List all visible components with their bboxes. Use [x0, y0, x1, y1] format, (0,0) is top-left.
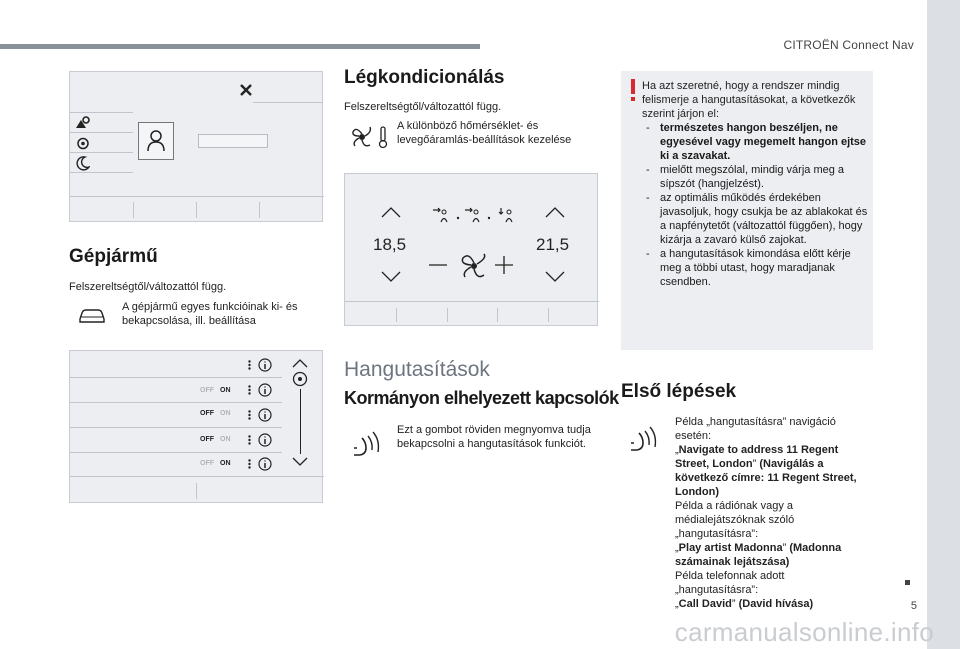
top-bar [0, 44, 480, 49]
fs-line2: Példa a rádiónak vagy a médialejátszóknak szóló „hangutasításra”: [675, 500, 795, 540]
toggle-list-illustration [69, 350, 323, 503]
steering-switches-heading: Kormányon elhelyezett kapcsolók [344, 388, 619, 408]
temp-right-down-icon [545, 271, 565, 282]
climate-intro: Felszereltségtől/változattól függ. [344, 101, 502, 113]
scroll-position-icon [292, 371, 308, 387]
scroll-down-icon [292, 457, 308, 466]
note-item: - az optimális működés érdekében javasoljuk, hogy csukja be az ablakokat és a napfénytetőt (változattól függően), hogy kizárja a zavaró külső zajokat. [646, 192, 868, 246]
toggle-1: OFF ON [200, 387, 231, 394]
fs-example2: „Play artist Madonna” (Madonna számainak lejátszása) [675, 542, 842, 568]
vehicle-intro: Felszereltségtől/változattól függ. [69, 281, 227, 293]
temp-left-down-icon [381, 271, 401, 282]
fan-increase-icon [495, 256, 513, 274]
car-icon [77, 305, 107, 325]
more-icon [248, 410, 251, 420]
climate-heading: Légkondicionálás [344, 67, 505, 88]
warning-icon [630, 79, 636, 101]
temp-left-up-icon [381, 207, 401, 218]
profile-tile [138, 122, 174, 160]
note-item: - a hangutasítások kimondása előtt kérje meg a többi utast, hogy maradjanak csendben. [646, 248, 851, 288]
air-distribution-icons [431, 206, 517, 224]
info-icon [258, 358, 272, 372]
info-icon [258, 457, 272, 471]
more-icon [248, 360, 251, 370]
voice-command-icon [350, 428, 382, 458]
vehicle-screen-illustration [69, 71, 323, 222]
temperature-left: 18,5 [373, 235, 407, 254]
voice-command-icon [627, 423, 659, 453]
page-number: 5 [910, 600, 917, 612]
temperature-right: 21,5 [536, 235, 570, 254]
note-item: - természetes hangon beszéljen, ne egyesével vagy megemelt hangon ejtse ki a szavakat. [646, 122, 867, 162]
vehicle-feature-text: A gépjármű egyes funkcióinak ki- és bekapcsolása, ill. beállítása [122, 301, 298, 327]
vehicle-settings-icon [75, 116, 91, 130]
more-icon [248, 385, 251, 395]
steering-switches-text: Ezt a gombot röviden megnyomva tudja bekapcsolni a hangutasítások funkciót. [397, 424, 591, 450]
note-intro: Ha azt szeretné, hogy a rendszer mindig felismerje a hangutasításokat, a következők szerint járjon el: [642, 80, 856, 120]
vehicle-heading: Gépjármű [69, 246, 158, 267]
fs-example3: „Call David” (David hívása) [675, 598, 814, 610]
fs-line1: Példa „hangutasításra” navigáció esetén: [675, 416, 836, 442]
night-mode-icon [76, 156, 90, 171]
scroll-up-icon [292, 359, 308, 368]
climate-screen-illustration [344, 173, 598, 326]
header-title: CITROËN Connect Nav [783, 38, 914, 52]
fan-decrease-icon [429, 264, 447, 266]
info-icon [258, 433, 272, 447]
settings-gear-icon [75, 136, 91, 151]
toggle-3: OFF ON [200, 436, 231, 443]
more-icon [248, 435, 251, 445]
watermark: carmanualsonline.info [674, 617, 934, 647]
note-item: - mielőtt megszólal, mindig várja meg a sípszót (hangjelzést). [646, 164, 845, 190]
note-list [642, 121, 870, 289]
page-sidebar [927, 0, 960, 649]
page-marker [905, 580, 910, 585]
info-icon [258, 408, 272, 422]
info-icon [258, 383, 272, 397]
climate-feature-text: A különböző hőmérséklet- és levegőáramlás-beállítások kezelése [397, 120, 572, 146]
first-steps-heading: Első lépések [621, 381, 737, 402]
close-icon [239, 83, 253, 97]
first-steps-text [675, 415, 865, 611]
profile-name-field [198, 134, 268, 148]
fan-speed-icon [459, 252, 489, 280]
toggle-4: OFF ON [200, 460, 231, 467]
voice-commands-heading: Hangutasítások [344, 358, 490, 381]
temp-right-up-icon [545, 207, 565, 218]
toggle-2: OFF ON [200, 410, 231, 417]
fs-example1: „Navigate to address 11 Regent Street, London” (Navigálás a következő címre: 11 Regent Street, London) [675, 444, 857, 498]
fs-line3: Példa telefonnak adott „hangutasításra”: [675, 570, 785, 596]
fan-temperature-icon [350, 124, 390, 150]
more-icon [248, 459, 251, 469]
recommendation-box [621, 71, 873, 350]
